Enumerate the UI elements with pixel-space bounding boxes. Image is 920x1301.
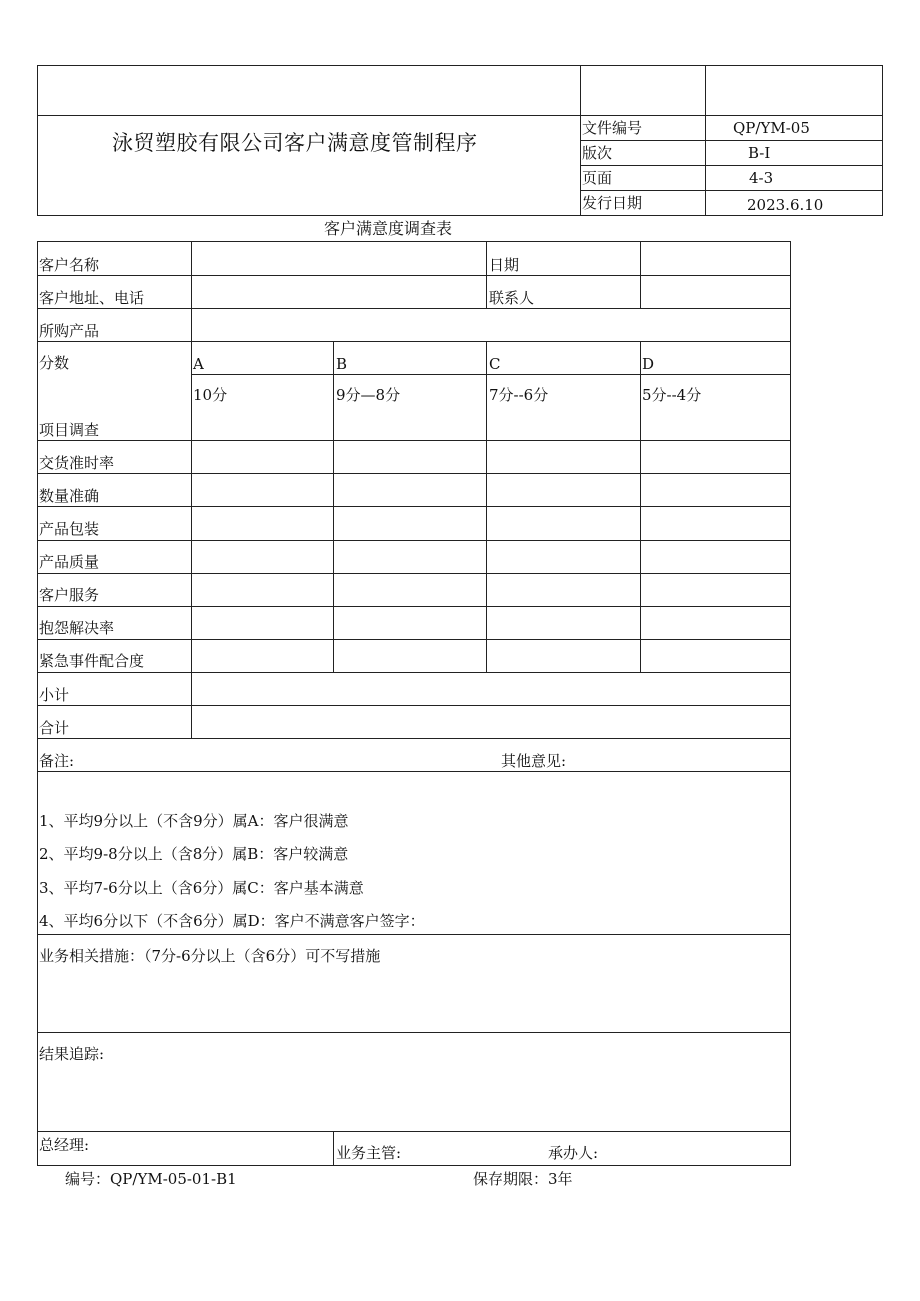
grade-b-range: 9分—8分 <box>336 386 401 404</box>
criteria-line: 1、平均9分以上（不含9分）属A：客户很满意 <box>39 812 349 830</box>
contact-label: 联系人 <box>489 289 535 307</box>
form-title: 客户满意度调查表 <box>324 219 453 238</box>
remarks-label: 备注: <box>39 752 75 770</box>
item-row-label: 客户服务 <box>39 586 100 604</box>
other-opinions-label: 其他意见: <box>501 752 567 770</box>
gm-label: 总经理: <box>39 1136 90 1154</box>
criteria-line: 3、平均7-6分以上（含6分）属C：客户基本满意 <box>39 879 364 897</box>
criteria-line: 4、平均6分以下（不含6分）属D：客户不满意客户签字： <box>39 912 425 930</box>
total-label: 合计 <box>39 719 70 737</box>
version-value: B-I <box>748 144 771 162</box>
date-label: 日期 <box>489 256 520 274</box>
retention-period: 保存期限：3年 <box>473 1170 573 1188</box>
item-row-label: 产品质量 <box>39 553 100 571</box>
version-label: 版次 <box>582 144 613 162</box>
handler-label: 承办人: <box>548 1144 599 1162</box>
page-value: 4-3 <box>749 169 774 187</box>
grade-a-range: 10分 <box>193 386 228 404</box>
item-row-label: 交货准时率 <box>39 454 115 472</box>
tracking-label: 结果追踪: <box>39 1045 105 1063</box>
score-label: 分数 <box>39 354 70 372</box>
grade-d-range: 5分--4分 <box>642 386 702 404</box>
doc-no-label: 文件编号 <box>582 119 643 137</box>
customer-name-label: 客户名称 <box>39 256 100 274</box>
grade-c-range: 7分--6分 <box>489 386 549 404</box>
form-code: 编号：QP/YM-05-01-B1 <box>65 1170 237 1188</box>
sales-supervisor-label: 业务主管: <box>336 1144 402 1162</box>
doc-no-value: QP/YM-05 <box>733 119 810 137</box>
issue-date-value: 2023.6.10 <box>747 196 824 214</box>
customer-address-label: 客户地址、电话 <box>39 289 145 307</box>
issue-date-label: 发行日期 <box>582 194 643 212</box>
company-title: 泳贸塑胶有限公司客户满意度管制程序 <box>112 131 478 155</box>
item-row-label: 产品包装 <box>39 520 100 538</box>
item-row-label: 数量准确 <box>39 487 100 505</box>
grade-b-letter: B <box>336 355 348 373</box>
item-row-label: 抱怨解决率 <box>39 619 115 637</box>
grade-d-letter: D <box>642 355 655 373</box>
grade-a-letter: A <box>193 355 204 373</box>
measures-label: 业务相关措施：（7分-6分以上（含6分）可不写措施 <box>39 947 381 965</box>
subtotal-label: 小计 <box>39 686 70 704</box>
item-survey-label: 项目调查 <box>39 421 100 439</box>
item-row-label: 紧急事件配合度 <box>39 652 145 670</box>
product-label: 所购产品 <box>39 322 100 340</box>
criteria-line: 2、平均9-8分以上（含8分）属B：客户较满意 <box>39 845 349 863</box>
grade-c-letter: C <box>489 355 501 373</box>
page-label: 页面 <box>582 169 613 187</box>
